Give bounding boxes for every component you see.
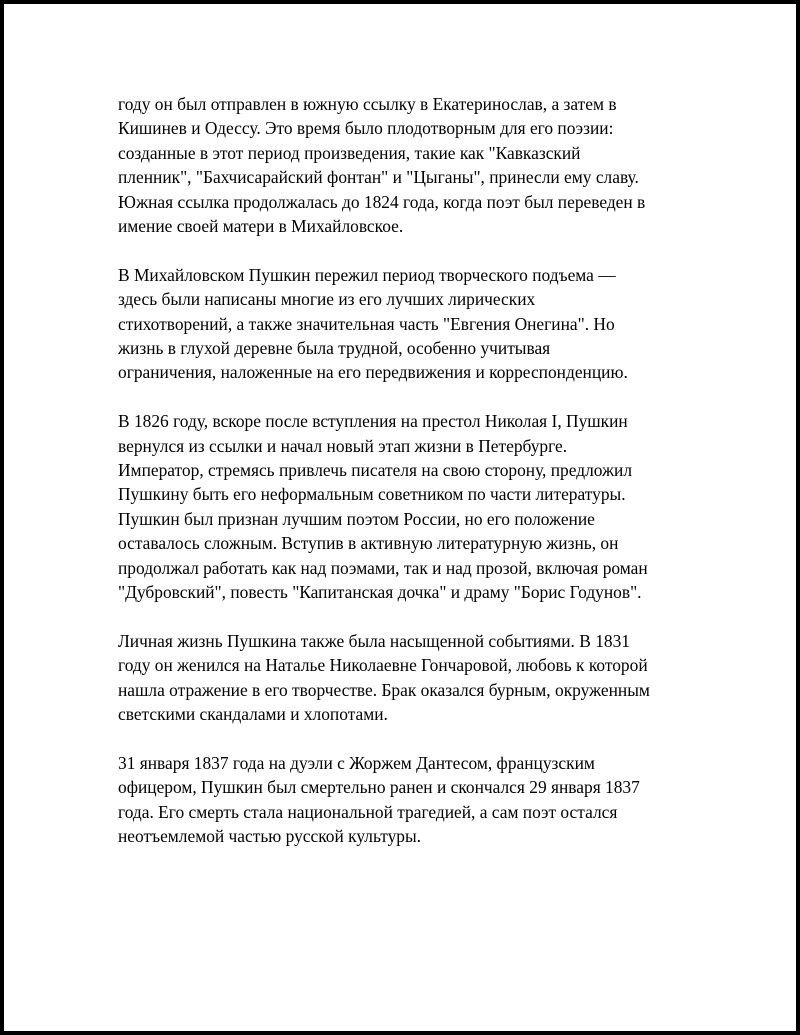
text-line: нашла отражение в его творчестве. Брак оказался бурным, окруженным xyxy=(118,679,650,700)
text-line: Южная ссылка продолжалась до 1824 года, когда поэт был переведен в xyxy=(118,191,646,212)
text-line: вернулся из ссылки и начал новый этап жизни в Петербурге. xyxy=(118,435,568,456)
text-line: продолжал работать как над поэмами, так и над прозой, включая роман xyxy=(118,557,648,578)
text-line: Личная жизнь Пушкина также была насыщенной событиями. В 1831 xyxy=(118,630,630,651)
text-line: Пушкин был признан лучшим поэтом России, но его положение xyxy=(118,508,595,529)
paragraph-return-1826 xyxy=(118,409,698,604)
text-line: жизнь в глухой деревне была трудной, особенно учитывая xyxy=(118,338,551,359)
text-line: Император, стремясь привлечь писателя на свою сторону, предложил xyxy=(118,460,633,481)
text-line: светскими скандалами и хлопотами. xyxy=(118,704,388,725)
text-line: здесь были написаны многие из его лучших лирических xyxy=(118,289,536,310)
text-line: В 1826 году, вскоре после вступления на престол Николая I, Пушкин xyxy=(118,411,628,432)
text-line: стихотворений, а также значительная часть "Евгения Онегина". Но xyxy=(118,313,615,334)
text-line: года. Его смерть стала национальной трагедией, а сам поэт остался xyxy=(118,801,618,822)
text-line: пленник", "Бахчисарайский фонтан" и "Цыганы", принесли ему славу. xyxy=(118,167,639,188)
text-line: оставалось сложным. Вступив в активную литературную жизнь, он xyxy=(118,533,619,554)
document-body xyxy=(118,92,698,873)
text-line: неотъемлемой частью русской культуры. xyxy=(118,826,422,847)
text-line: Пушкину быть его неформальным советником по части литературы. xyxy=(118,484,626,505)
text-line: году он женился на Наталье Николаевне Гончаровой, любовь к которой xyxy=(118,655,648,676)
text-line: году он был отправлен в южную ссылку в Екатеринослав, а затем в xyxy=(118,94,617,114)
text-line: созданные в этот период произведения, такие как "Кавказский xyxy=(118,142,581,163)
paragraph-personal-life xyxy=(118,629,698,727)
text-line: ограничения, наложенные на его передвижения и корреспонденцию. xyxy=(118,362,628,383)
text-line: В Михайловском Пушкин пережил период творческого подъема — xyxy=(118,264,616,285)
paragraph-duel-death xyxy=(118,751,698,849)
text-line: офицером, Пушкин был смертельно ранен и скончался 29 января 1837 xyxy=(118,777,640,798)
text-line: имение своей матери в Михайловское. xyxy=(118,216,404,237)
text-line: 31 января 1837 года на дуэли с Жоржем Дантесом, французским xyxy=(118,752,595,773)
paragraph-mikhailovskoye xyxy=(118,263,698,385)
text-line: "Дубровский", повесть "Капитанская дочка" и драму "Борис Годунов". xyxy=(118,582,642,603)
text-line: Кишинев и Одессу. Это время было плодотворным для его поэзии: xyxy=(118,118,614,139)
paragraph-southern-exile xyxy=(118,92,698,238)
